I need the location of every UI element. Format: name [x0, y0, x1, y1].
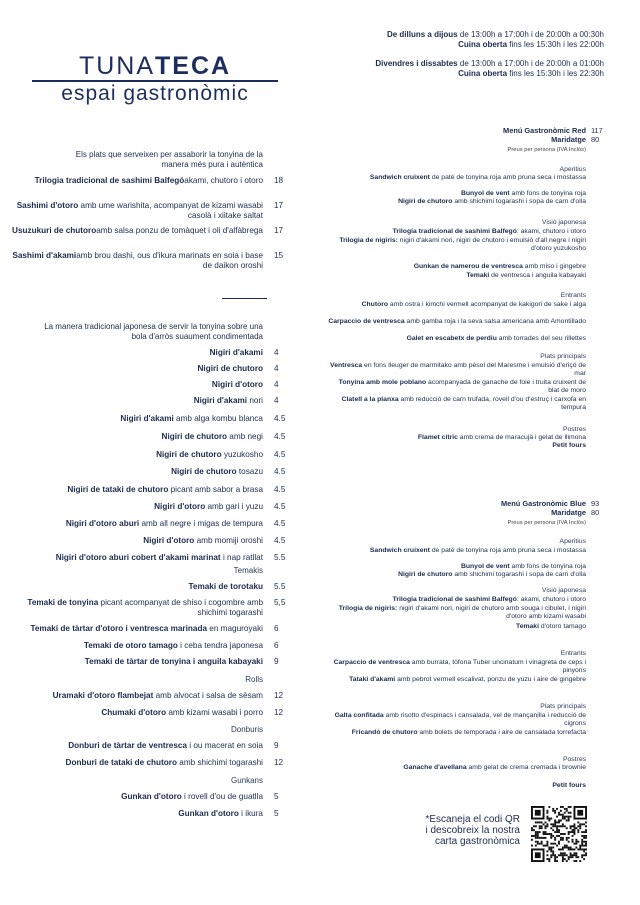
hours-weekend — [304, 59, 604, 79]
dish-price: 4.5 — [274, 450, 286, 459]
brand-tagline: espai gastronòmic — [61, 82, 249, 105]
dish-name: Gunkan d'otoro — [178, 809, 239, 818]
menu-item — [3, 432, 263, 442]
pairing-price: 80 — [591, 508, 600, 517]
hours-days: De dilluns a dijous — [386, 30, 458, 39]
brand-name-light: TUNA — [78, 52, 155, 80]
dish-price: 4.5 — [274, 467, 286, 476]
course-item — [326, 442, 586, 450]
dish-name: Bunyol de vent — [460, 190, 510, 197]
menu-item — [3, 226, 263, 236]
dish-price: 4 — [274, 348, 279, 357]
dish-description: amb kizami wasabi i porro — [166, 708, 263, 717]
dish-price: 4.5 — [274, 502, 286, 511]
course-item — [326, 571, 586, 579]
dish-name: Chutoro — [361, 301, 389, 308]
menu-item — [3, 624, 263, 634]
dish-name: Petit fours — [552, 442, 586, 449]
menu-item — [3, 485, 263, 495]
dish-name: Fricandó de chutoro — [351, 729, 418, 736]
course-title: Entrants — [560, 650, 586, 657]
dish-description: amb burrata, tòfona Tuber uncinatum i vinagreta de ceps i pinyons — [409, 659, 586, 674]
section-divider — [222, 298, 267, 299]
menu-item — [3, 708, 263, 718]
dish-description: amb brou dashi, ous d'ikura marinats en soia i base de daikon oroshi — [76, 251, 263, 270]
dish-price: 5.5 — [274, 582, 286, 591]
dish-name: Nigiri de chutoro — [398, 571, 453, 578]
dish-description: amb gamba roja i la seva salsa americana amb Amontillado — [404, 318, 586, 325]
dish-price: 5 — [274, 809, 279, 818]
menu-item — [3, 536, 263, 546]
menu-item — [3, 348, 263, 358]
course-title: Plats principals — [540, 703, 586, 710]
course-title: Visió japonesa — [541, 219, 586, 226]
hours-weekdays — [304, 30, 604, 50]
menu-item — [3, 553, 263, 563]
course-item — [326, 190, 586, 198]
dish-description: acompanyada de ganache de foie i truita cruixent de blat de moro — [426, 379, 586, 394]
hours-days: Divendres i dissabtes — [375, 59, 458, 68]
dish-name: Ventresca — [330, 362, 363, 369]
qr-code-icon[interactable] — [531, 806, 587, 862]
menu-item — [3, 582, 263, 592]
menu-item — [3, 201, 263, 220]
dish-name: Nigiri d'otoro aburi cobert d'akami marinat — [55, 553, 221, 562]
dish-name: Temaki de tàrtar de tonyina i anguila kabayaki — [84, 657, 263, 666]
course-item — [326, 676, 586, 684]
qr-caption-line: carta gastronòmica — [434, 836, 520, 847]
dish-name: Nigiri de chutoro — [398, 198, 453, 205]
dish-description: amb shichimi togarashi i sopa de carn d'olla — [452, 571, 586, 578]
course-item — [326, 434, 586, 442]
menu-item — [3, 380, 263, 390]
dish-name: Nigiri de chutoro — [197, 364, 263, 373]
course-title: Entrants — [560, 292, 586, 299]
brand-logo — [32, 52, 278, 81]
dish-name: Nigiri d'akami — [193, 396, 248, 405]
dish-price: 4 — [274, 364, 279, 373]
hours-days: Cuina oberta — [458, 40, 508, 49]
dish-description: nigiri d'akami nori, nigiri de chutoro amb souga i cibulet, i nigiri d'otoro amb kizami wasabi — [397, 605, 586, 620]
dish-name: Trilogia tradicional de sashimi Balfegó — [34, 176, 185, 185]
dish-name: Flamet cítric — [417, 434, 458, 441]
dish-description: yuzukosho — [221, 450, 263, 459]
dish-name: Temaki — [516, 623, 539, 630]
dish-description: i nap ratllat — [220, 553, 263, 562]
course-title: Plats principals — [540, 353, 586, 360]
dish-description: picant acompanyat de shiso i cogombre amb shichimi togarashi — [98, 598, 263, 617]
dish-description: d'otoro tamago — [538, 623, 586, 630]
dish-description: en maguroyaki — [207, 624, 263, 633]
dish-name: Temaki de torotaku — [188, 582, 263, 591]
dish-price: 9 — [274, 741, 279, 750]
dish-name: Sashimi d'akami — [12, 251, 77, 260]
course-item — [326, 301, 586, 309]
menu-item — [3, 519, 263, 529]
dish-name: Trilogia tradicional de sashimi Balfegó — [392, 228, 517, 235]
dish-name: Nigiri d'akami — [120, 414, 174, 423]
course-title: Aperitius — [559, 166, 586, 173]
course-item — [326, 547, 586, 555]
menu-item — [3, 450, 263, 460]
dish-price: 4.5 — [274, 414, 286, 423]
dish-name: Petit fours — [552, 782, 586, 789]
course-item — [326, 272, 586, 280]
dish-name: Sandwich cruixent — [369, 547, 430, 554]
dish-description: amb salsa ponzu de tomàquet i oli d'alfàbrega — [96, 226, 263, 235]
section-title: Donburis — [230, 725, 263, 734]
course-title: Postres — [562, 756, 586, 763]
dish-price: 15 — [274, 251, 284, 260]
dish-description: amb fons de tonyina roja — [509, 563, 586, 570]
dish-name: Nigiri de chutoro — [171, 467, 237, 476]
dish-name: Trilogia de nigiris: — [339, 237, 398, 244]
dish-description: amb fons de tonyina roja — [509, 190, 586, 197]
section-title: Temakis — [233, 566, 263, 575]
dish-description: de ventresca i anguila kabayaki — [489, 272, 586, 279]
menu-item — [3, 176, 263, 186]
dish-name: Nigiri de tataki de chutoro — [67, 485, 169, 494]
section-intro: La manera tradicional japonesa de servir la tonyina sobre una bola d'arròs suaument condimentada — [44, 322, 263, 341]
dish-name: Trilogia tradicional de sashimi Balfegó — [392, 596, 517, 603]
dish-description: i ou macerat en soia — [186, 741, 263, 750]
dish-price: 12 — [274, 691, 284, 700]
dish-name: Clatell a la planxa — [341, 396, 399, 403]
dish-name: Nigiri d'akami — [209, 348, 263, 357]
course-item — [326, 605, 586, 620]
menu-item — [3, 741, 263, 751]
course-item — [326, 237, 586, 252]
dish-description: i ikura — [238, 809, 263, 818]
dish-description: amb alvocat i salsa de sèsam — [153, 691, 263, 700]
course-item — [326, 782, 586, 790]
dish-description: amb pebrot vermell escalivat, ponzu de yuzu i aire de gingebre — [395, 676, 586, 683]
hours-days: Cuina oberta — [458, 69, 508, 78]
dish-name: Ganache d'avellana — [403, 764, 467, 771]
qr-caption — [300, 814, 520, 847]
menu-item — [3, 792, 263, 802]
menu-item — [3, 467, 263, 477]
dish-description: amb negi — [227, 432, 263, 441]
dish-description: tosazu — [236, 467, 263, 476]
dish-description: de paté de tonyina roja amb pruna seca i mostassa — [429, 174, 586, 181]
menu-item — [3, 809, 263, 819]
dish-price: 5,5 — [274, 598, 286, 607]
menu-item — [3, 251, 263, 270]
menu-item — [3, 502, 263, 512]
dish-price: 4.5 — [274, 485, 286, 494]
dish-name: Temaki de tonyina — [27, 598, 99, 607]
pairing-title: Maridatge — [551, 508, 586, 517]
dish-name: Nigiri d'otoro — [154, 502, 206, 511]
dish-name: Temaki de tàrtar d'otoro i ventresca marinada — [30, 624, 208, 633]
dish-description: nigiri d'akami nori, nigiri de chutoro i emulsió d'all negre i nigiri d'otoro yuzukosho — [397, 237, 586, 252]
dish-name: Carpaccio de ventresca — [333, 659, 410, 666]
course-item — [326, 362, 586, 377]
dish-name: Bunyol de vent — [460, 563, 510, 570]
pairing-title: Maridatge — [551, 135, 586, 144]
dish-name: Uramaki d'otoro flambejat — [52, 691, 154, 700]
dish-name: Chumaki d'otoro — [101, 708, 167, 717]
dish-description: amb risotto d'espinacs i cansalada, vel de mançanilla i reducció de cigrons — [383, 712, 586, 727]
menu-item — [3, 598, 263, 617]
dish-description: de paté de tonyina roja amb pruna seca i mostassa — [429, 547, 586, 554]
menu-item — [3, 364, 263, 374]
qr-caption-line: i descobreix la nostra — [425, 825, 520, 836]
dish-description: amb all negre i migas de tempura — [139, 519, 263, 528]
course-item — [326, 764, 586, 772]
dish-name: Tataki d'akami — [349, 676, 396, 683]
course-item — [326, 174, 586, 182]
dish-description: picant amb sabor a brasa — [168, 485, 263, 494]
menu-item — [3, 657, 263, 667]
course-item — [326, 263, 586, 271]
hours-time: fins les 15:30h i les 22:00h — [507, 40, 604, 49]
dish-name: Galta confitada — [334, 712, 384, 719]
dish-price: 17 — [274, 201, 284, 210]
course-item — [326, 335, 586, 343]
dish-price: 4.5 — [274, 536, 286, 545]
menu-title: Menú Gastronòmic Red — [503, 126, 586, 135]
dish-name: Carpaccio de ventresca — [328, 318, 405, 325]
course-item — [326, 563, 586, 571]
dish-name: Trilogia de nigiris: — [338, 605, 398, 612]
dish-description: amb alga kombu blanca — [173, 414, 263, 423]
dish-price: 5.5 — [274, 553, 286, 562]
dish-description: nori — [247, 396, 263, 405]
course-item — [326, 712, 586, 727]
hours-time: de 13:00h a 17:00h i de 20:00h a 00:30h — [457, 30, 604, 39]
pairing-price: 80 — [591, 135, 600, 144]
dish-description: : akami, chutoro i otoro — [516, 596, 586, 603]
menu-item — [3, 691, 263, 701]
course-item — [326, 729, 586, 737]
dish-description: amb shichimi togarashi i sopa de carn d'olla — [452, 198, 586, 205]
course-title: Aperitius — [559, 538, 586, 545]
dish-description: amb ostra i kimchi vermell acompanyat de kakigori de sake i alga — [388, 301, 586, 308]
dish-name: Galet en escabetx de perdiu — [406, 335, 497, 342]
dish-description: : akami, chutoro i otoro — [516, 228, 586, 235]
course-item — [326, 596, 586, 604]
section-intro: Els plats que serveixen per assaborir la tonyina de la manera més pura i autèntica — [75, 150, 263, 169]
menu-item — [3, 758, 263, 768]
dish-description: akami, chutoro i otoro — [184, 176, 263, 185]
course-title: Postres — [562, 426, 586, 433]
course-item — [326, 228, 586, 236]
dish-description: amb miso i gingebre — [522, 263, 586, 270]
dish-name: Nigiri de chutoro — [161, 432, 228, 441]
course-item — [326, 659, 586, 674]
price-note: Preus per persona (IVA Inclòs) — [507, 520, 586, 526]
dish-description: amb reducció de carn trufada, rovell d'ou d'estruç i carxofa en tempura — [398, 396, 586, 411]
menu-price: 93 — [591, 499, 600, 508]
dish-price: 6 — [274, 624, 279, 633]
course-item — [326, 379, 586, 394]
hours-time: fins les 15:30h i les 22:30h — [507, 69, 604, 78]
dish-description: amb shichimi togarashi — [176, 758, 263, 767]
course-item — [326, 318, 586, 326]
dish-price: 6 — [274, 641, 279, 650]
hours-time: de 13:00h a 17:00h i de 20:00h a 01:00h — [457, 59, 604, 68]
course-title: Visió japonesa — [541, 587, 586, 594]
price-note: Preus per persona (IVA Inclòs) — [507, 147, 586, 153]
dish-name: Gunkan de namerou de ventresca — [413, 263, 523, 270]
dish-name: Donburi de tàrtar de ventresca — [68, 741, 187, 750]
dish-name: Donburi de tataki de chutoro — [65, 758, 177, 767]
dish-description: en fons lleuger de marmitako amb pèsol del Maresme i emulsió d'eriçó de mar — [362, 362, 586, 377]
dish-description: i ceba tendra japonesa — [177, 641, 263, 650]
menu-price: 117 — [591, 126, 603, 135]
menu-item — [3, 396, 263, 406]
menu-title: Menú Gastronòmic Blue — [500, 499, 586, 508]
dish-name: Gunkan d'otoro — [121, 792, 182, 801]
brand-name-bold: TECA — [155, 52, 232, 80]
dish-name: Usuzukuri de chutoro — [12, 226, 97, 235]
dish-description: amb gari i yuzu — [205, 502, 263, 511]
course-item — [326, 396, 586, 411]
dish-name: Temaki de otoro tamago — [83, 641, 178, 650]
dish-name: Tonyina amb mole poblano — [338, 379, 427, 386]
dish-price: 4 — [274, 380, 279, 389]
dish-price: 4.5 — [274, 432, 286, 441]
dish-description: amb momiji oroshi — [194, 536, 263, 545]
dish-price: 18 — [274, 176, 284, 185]
section-title: Rolls — [245, 675, 263, 684]
dish-name: Sashimi d'otoro — [16, 201, 79, 210]
course-item — [326, 623, 586, 631]
dish-description: amb gelat de crema cremada i brownie — [466, 764, 586, 771]
dish-price: 17 — [274, 226, 284, 235]
dish-description: amb bolets de temporada i aire de cansalada torrefacta — [417, 729, 586, 736]
course-item — [326, 198, 586, 206]
section-title: Gunkans — [230, 776, 263, 785]
dish-price: 12 — [274, 758, 284, 767]
dish-name: Sandwich cruixent — [369, 174, 430, 181]
qr-caption-line: *Escaneja el codi QR — [425, 814, 520, 825]
dish-name: Nigiri d'otoro aburi — [65, 519, 140, 528]
dish-name: Nigiri d'otoro — [211, 380, 263, 389]
dish-name: Temaki — [466, 272, 490, 279]
dish-name: Nigiri de chutoro — [156, 450, 222, 459]
dish-price: 4 — [274, 396, 279, 405]
dish-price: 5 — [274, 792, 279, 801]
dish-price: 12 — [274, 708, 284, 717]
dish-description: amb torrades del seu rillettes — [496, 335, 586, 342]
dish-name: Nigiri d'otoro — [143, 536, 195, 545]
menu-item — [3, 414, 263, 424]
dish-description: amb crema de maracujà i gelat de llimona — [457, 434, 586, 441]
menu-item — [3, 641, 263, 651]
dish-price: 9 — [274, 657, 279, 666]
dish-price: 4.5 — [274, 519, 286, 528]
dish-description: amb ume warishita, acompanyat de kizami wasabi casolà i xiitake saltat — [78, 201, 263, 220]
dish-description: i rovell d'ou de guatlla — [181, 792, 263, 801]
